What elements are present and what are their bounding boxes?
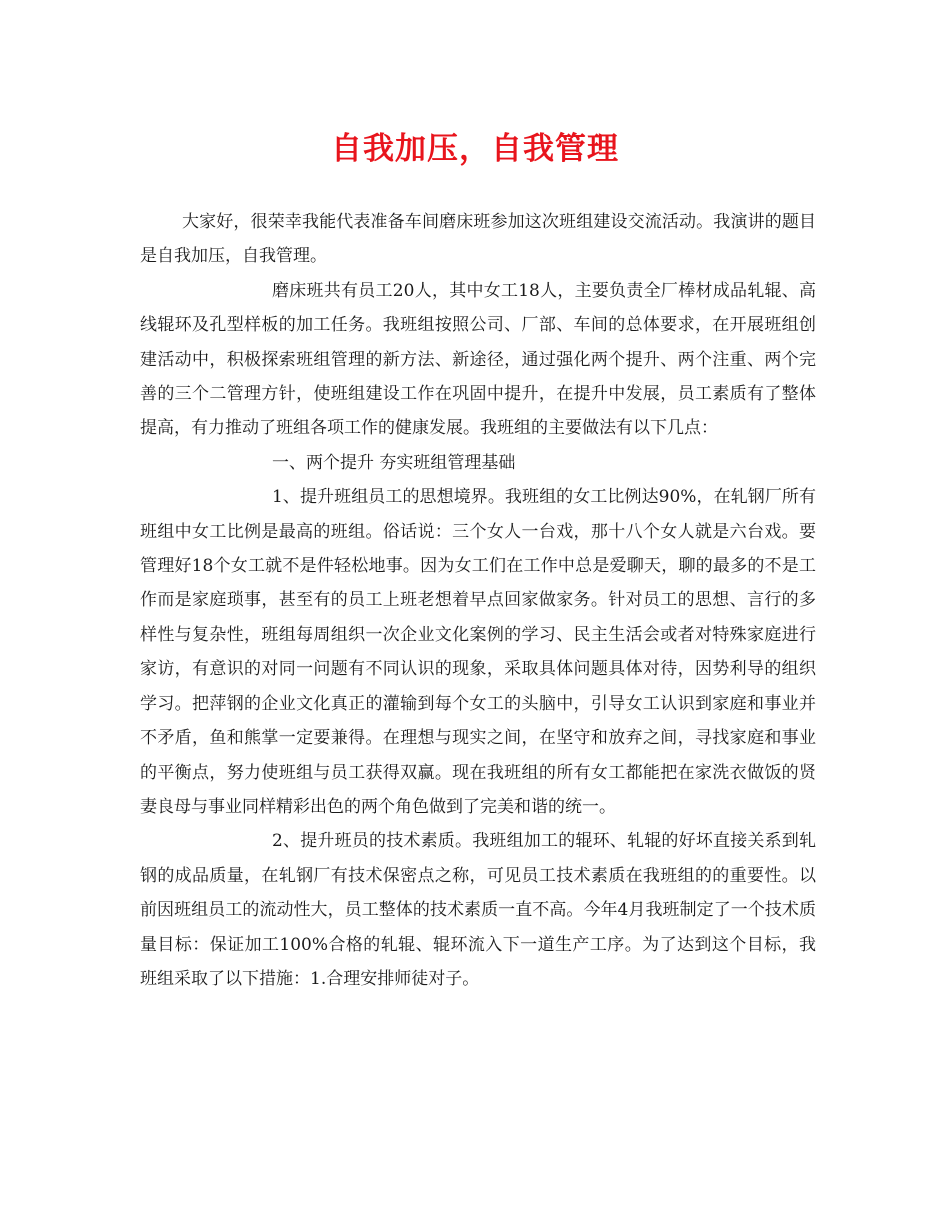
paragraph-thinking-improvement: 1、提升班组员工的思想境界。我班组的女工比例达90%，在轧钢厂所有班组中女工比例是最高的班组。俗话说：三个女人一台戏，那十八个女人就是六台戏。要管理好18个女工就不是件轻松地事。因为女工们在工作中总是爱聊天，聊的最多的不是工作而是家庭琐事，甚至有的员工上班老想着早点回家做家务。针对员工的思想、言行的多样性与复杂性，班组每周组织一次企业文化案例的学习、民主生活会或者对特殊家庭进行家访，有意识的对同一问题有不同认识的现象，采取具体问题具体对待，因势利导的组织学习。把萍钢的企业文化真正的灌输到每个女工的头脑中，引导女工认识到家庭和事业并不矛盾，鱼和熊掌一定要兼得。在理想与现实之间，在坚守和放弃之间，寻找家庭和事业的平衡点，努力使班组与员工获得双赢。现在我班组的所有女工都能把在家洗衣做饭的贤妻良母与事业同样精彩出色的两个角色做到了完美和谐的统一。 bbox=[140, 487, 816, 817]
paragraph-technical-improvement: 2、提升班员的技术素质。我班组加工的辊环、轧辊的好坏直接关系到轧钢的成品质量，在轧钢厂有技术保密点之称，可见员工技术素质在我班组的的重要性。以前因班组员工的流动性大，员工整体的技术素质一直不高。今年4月我班制定了一个技术质量目标：保证加工100%合格的轧辊、辊环流入下一道生产工序。为了达到这个目标，我班组采取了以下措施：1.合理安排师徒对子。 bbox=[140, 831, 816, 989]
document-body bbox=[140, 205, 816, 996]
paragraph-team-overview: 磨床班共有员工20人，其中女工18人，主要负责全厂棒材成品轧辊、高线辊环及孔型样板的加工任务。我班组按照公司、厂部、车间的总体要求，在开展班组创建活动中，积极探索班组管理的新方法、新途径，通过强化两个提升、两个注重、两个完善的三个二管理方针，使班组建设工作在巩固中提升，在提升中发展，员工素质有了整体提高，有力推动了班组各项工作的健康发展。我班组的主要做法有以下几点： bbox=[140, 280, 816, 439]
document-title: 自我加压，自我管理 bbox=[331, 131, 619, 167]
section-heading-two-improvements: 一、两个提升 夯实班组管理基础 bbox=[272, 452, 516, 473]
paragraph-greeting: 大家好，很荣幸我能代表准备车间磨床班参加这次班组建设交流活动。我演讲的题目是自我加压，自我管理。 bbox=[140, 212, 816, 267]
